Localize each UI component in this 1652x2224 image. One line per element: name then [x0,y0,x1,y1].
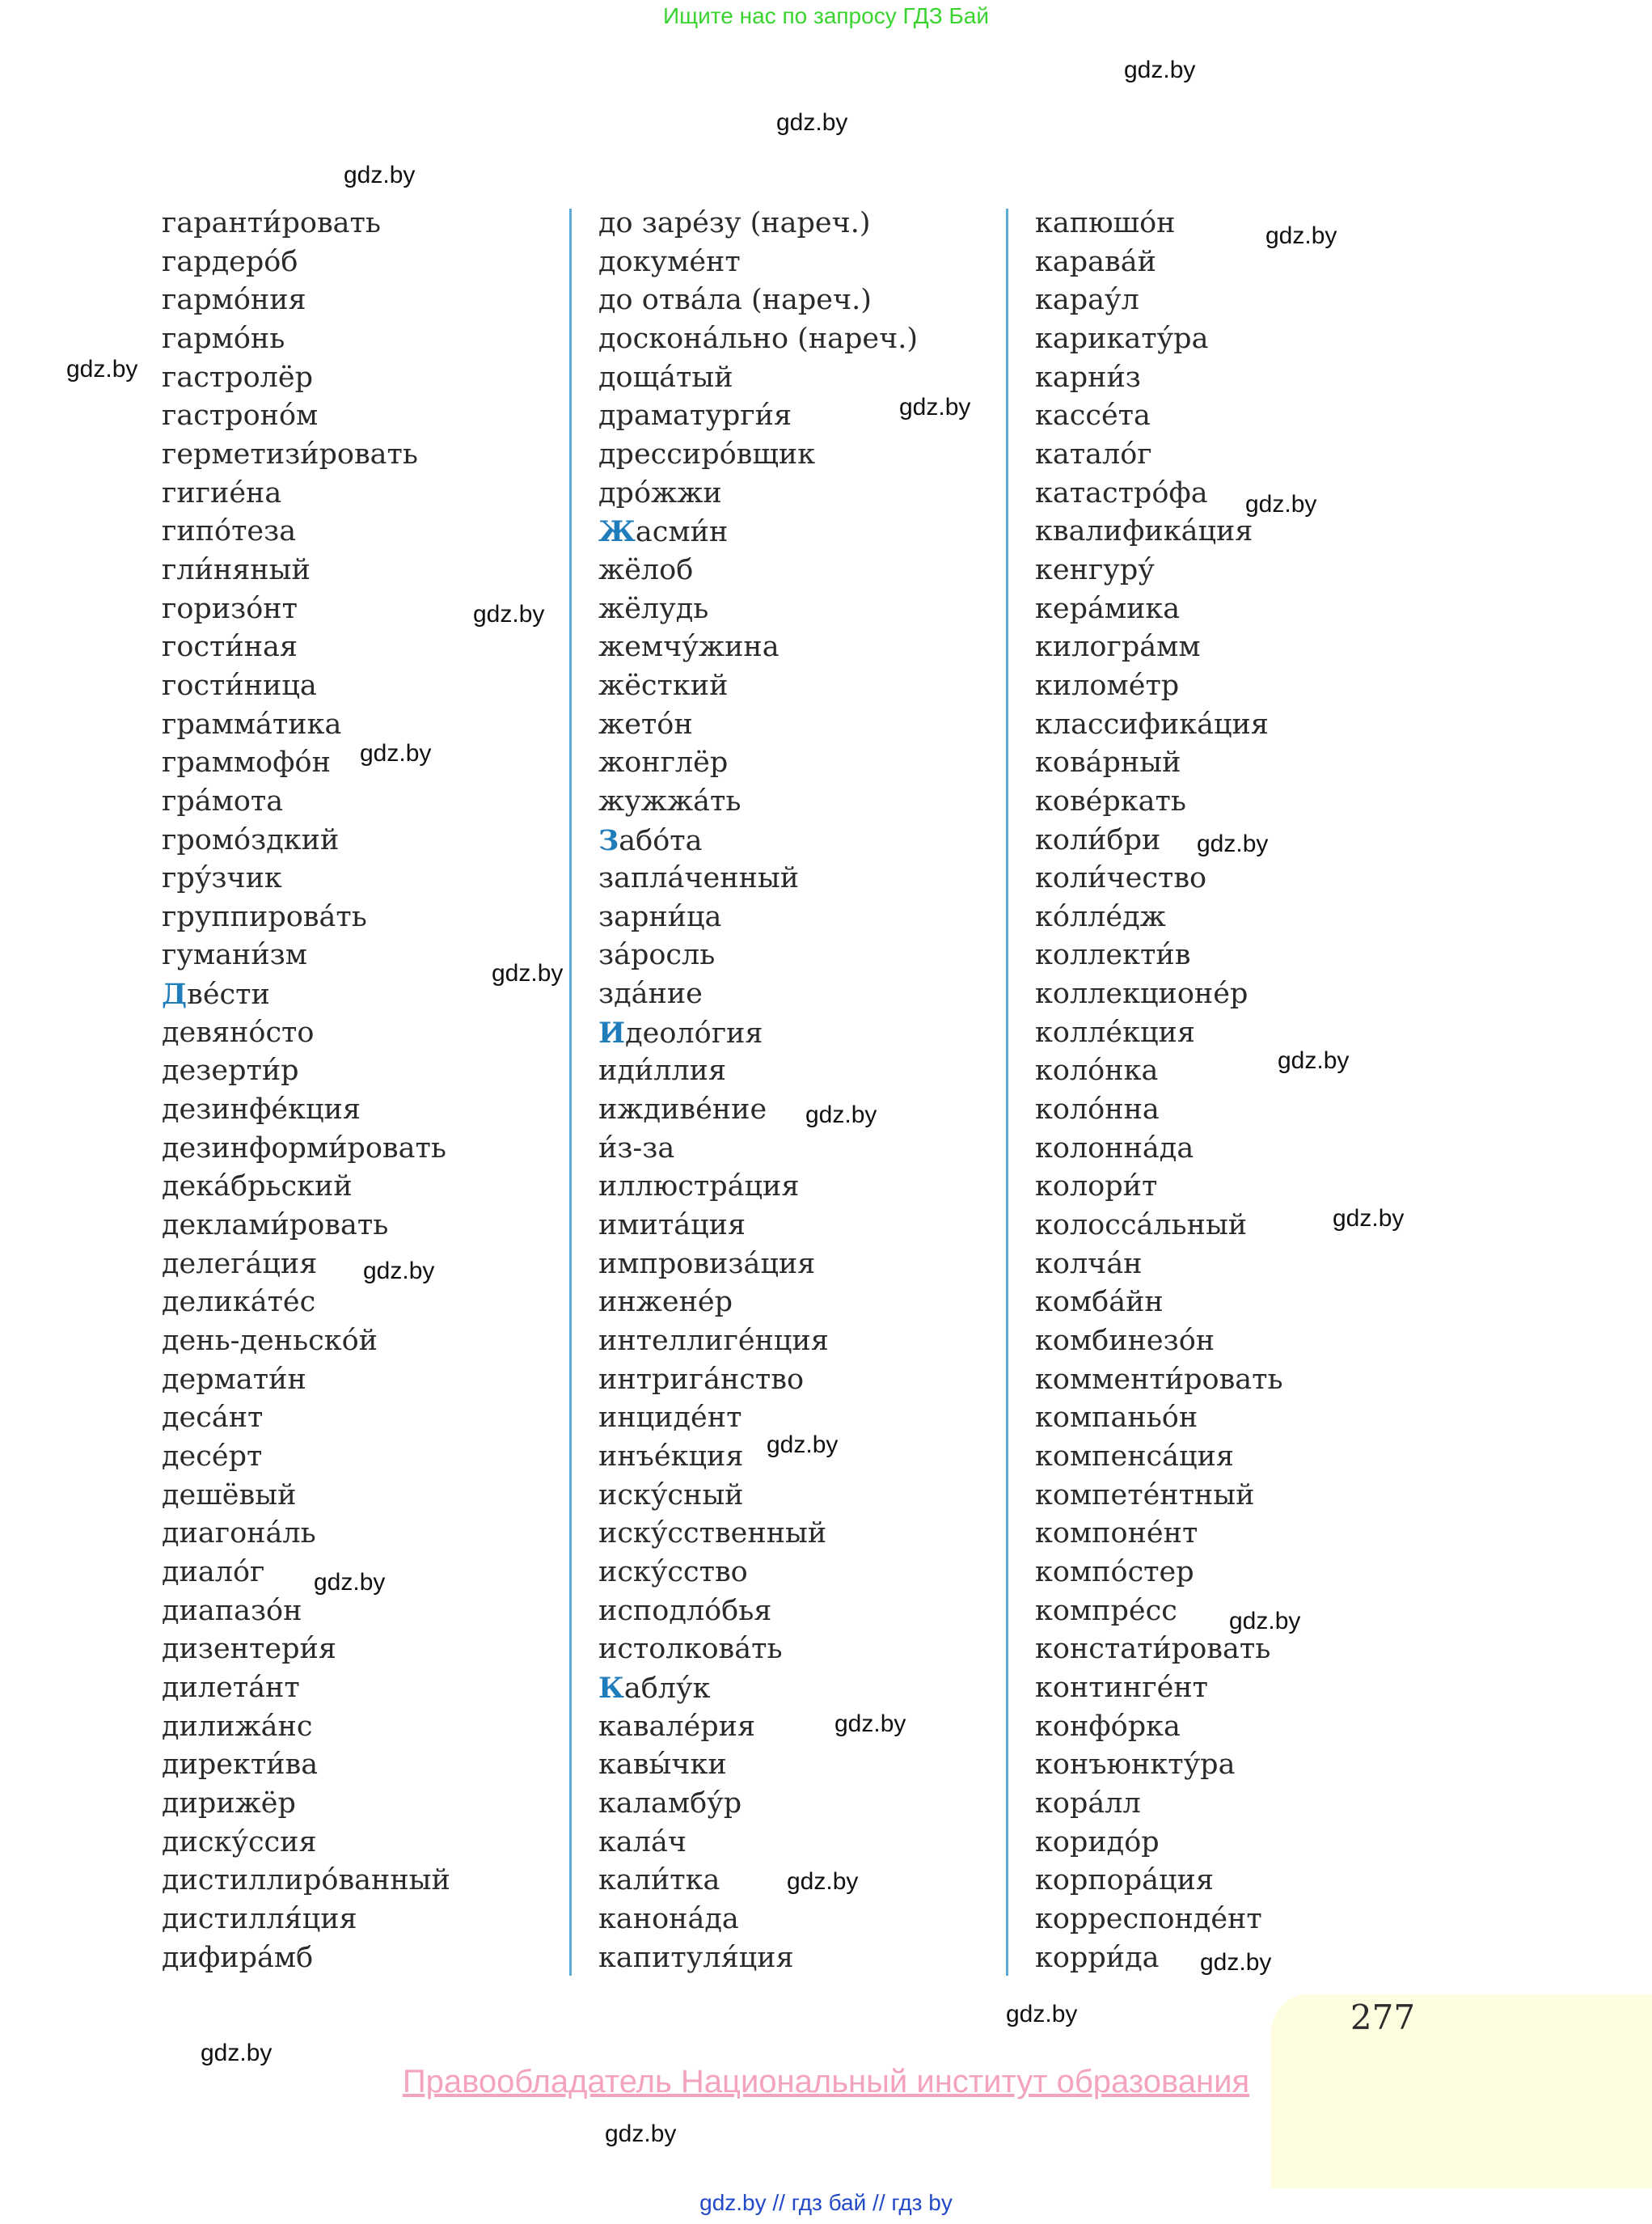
section-letter: З [598,823,619,857]
dictionary-word: диапазо́н [162,1594,302,1627]
dictionary-word: гармо́нь [162,322,285,355]
top-banner: Ищите нас по запросу ГДЗ Бай [662,3,990,28]
dictionary-word: коло́нка [1035,1055,1159,1088]
dictionary-word: конфо́рка [1035,1710,1181,1743]
dictionary-word: запла́ченный [598,862,800,895]
word-column-1 [162,205,450,1976]
dictionary-word: канона́да [598,1902,739,1935]
dictionary-word: жёлудь [598,592,709,625]
dictionary-word: кера́мика [1035,592,1181,625]
dictionary-word: компенса́ция [1035,1440,1234,1473]
dictionary-word: доща́тый [598,361,733,394]
dictionary-word: комбинезо́н [1035,1325,1215,1358]
dictionary-word: кавы́чки [598,1748,727,1782]
column-divider [569,209,572,1976]
dictionary-word: компаньо́н [1035,1402,1198,1435]
watermark: gdz.by [1200,1949,1272,1976]
dictionary-word: группирова́ть [162,900,367,933]
watermark: gdz.by [492,960,564,987]
dictionary-word: диало́г [162,1555,265,1588]
dictionary-word: дилета́нт [162,1671,300,1704]
dictionary-word: жонглёр [598,746,729,780]
dictionary-word: интрига́нство [598,1363,805,1396]
watermark: gdz.by [1197,831,1269,857]
dictionary-word: истолкова́ть [598,1633,783,1666]
dictionary-word: гипо́теза [162,515,297,548]
watermark: gdz.by [805,1101,877,1128]
dictionary-word: карикату́ра [1035,322,1209,355]
watermark: gdz.by [834,1710,906,1737]
dictionary-word: корри́да [1035,1941,1160,1974]
dictionary-word: кора́лл [1035,1786,1141,1820]
dictionary-word: континге́нт [1035,1671,1209,1704]
dictionary-word: коли́бри [1035,823,1161,856]
dictionary-word: кенгуру́ [1035,553,1155,586]
dictionary-word: гли́няный [162,553,311,586]
word-rest: аблу́к [623,1672,711,1705]
dictionary-word: иску́сство [598,1555,748,1588]
dictionary-word: констати́ровать [1035,1633,1271,1666]
dictionary-word: компо́стер [1035,1555,1194,1588]
dictionary-word: колле́кция [1035,1016,1195,1049]
dictionary-word: кала́ч [598,1825,687,1858]
dictionary-word: карава́й [1035,245,1156,278]
section-letter: И [598,1016,626,1050]
dictionary-word: гру́зчик [162,862,282,895]
dictionary-word: до заре́зу (нареч.) [598,207,871,239]
dictionary-word: дро́жжи [598,476,722,509]
dictionary-word: деса́нт [162,1402,264,1435]
dictionary-word [598,1669,918,1708]
dictionary-word: иди́ллия [598,1055,727,1088]
word-column-2 [598,205,918,1976]
dictionary-word: иску́сственный [598,1517,827,1550]
dictionary-word: гардеро́б [162,245,298,278]
dictionary-word: килогра́мм [1035,631,1201,664]
page-number: 277 [1350,1998,1416,2037]
dictionary-word: корпора́ция [1035,1864,1214,1897]
dictionary-word: иску́сный [598,1478,744,1512]
dictionary-word: дифира́мб [162,1941,314,1974]
watermark: gdz.by [1278,1047,1350,1074]
watermark: gdz.by [201,2040,273,2066]
watermark: gdz.by [363,1258,435,1284]
dictionary-word: делика́те́с [162,1286,316,1319]
column-divider [1006,209,1008,1976]
dictionary-word: за́росль [598,939,716,972]
watermark: gdz.by [767,1431,839,1458]
watermark: gdz.by [1006,2001,1078,2027]
dictionary-word: комменти́ровать [1035,1363,1283,1396]
dictionary-word: инъе́кция [598,1440,744,1473]
dictionary-word: гастроно́м [162,400,319,433]
dictionary-word: гости́ная [162,631,298,664]
dictionary-word [162,975,450,1014]
dictionary-word: и́з-за [598,1131,675,1165]
dictionary-word: доскона́льно (нареч.) [598,322,919,355]
dictionary-word: интеллиге́нция [598,1325,829,1358]
dictionary-word: зарни́ца [598,900,722,933]
dictionary-word: дермати́н [162,1363,306,1396]
dictionary-word: компете́нтный [1035,1478,1255,1512]
dictionary-word: катастро́фа [1035,476,1208,509]
dictionary-word: гра́мота [162,784,284,818]
dictionary-word: кавале́рия [598,1710,756,1743]
word-rest: ве́сти [187,979,270,1012]
dictionary-word: дека́брьский [162,1170,353,1203]
dictionary-word [598,822,918,860]
dictionary-word: колори́т [1035,1170,1158,1203]
dictionary-word: конъюнкту́ра [1035,1748,1236,1782]
dictionary-word: дрессиро́вщик [598,438,816,471]
watermark: gdz.by [1333,1205,1405,1232]
section-letter: Ж [598,515,636,549]
dictionary-word: колонна́да [1035,1131,1194,1165]
watermark: gdz.by [314,1569,386,1596]
dictionary-word: диагона́ль [162,1517,316,1550]
dictionary-word: иллюстра́ция [598,1170,800,1203]
dictionary-word: коллекционе́р [1035,978,1249,1011]
dictionary-word: иждиве́ние [598,1093,767,1127]
dictionary-word: колосса́льный [1035,1209,1248,1242]
watermark: gdz.by [1229,1608,1301,1634]
dictionary-word: карни́з [1035,361,1141,394]
dictionary-word: зда́ние [598,978,703,1011]
dictionary-word: граммофо́н [162,746,331,780]
watermark: gdz.by [787,1868,859,1895]
watermark: gdz.by [776,109,848,136]
dictionary-word: гастролёр [162,361,313,394]
dictionary-word: комба́йн [1035,1286,1164,1319]
dictionary-word: день-деньско́й [162,1325,378,1358]
dictionary-word: гармо́ния [162,284,306,317]
dictionary-word: девяно́сто [162,1016,315,1049]
watermark: gdz.by [360,740,432,767]
dictionary-word: жёсткий [598,669,729,702]
dictionary-word [598,513,918,552]
dictionary-word: гаранти́ровать [162,207,381,239]
watermark: gdz.by [605,2120,677,2147]
dictionary-word: коридо́р [1035,1825,1160,1858]
dictionary-word: имита́ция [598,1209,746,1242]
dictionary-word: каламбу́р [598,1786,742,1820]
dictionary-word: кассе́та [1035,400,1151,433]
dictionary-word: кали́тка [598,1864,720,1897]
dictionary-word: дилижа́нс [162,1710,313,1743]
word-rest: деоло́гия [625,1017,763,1050]
dictionary-word: до отва́ла (нареч.) [598,284,872,317]
dictionary-word: исподло́бья [598,1594,772,1627]
dictionary-word: квалифика́ция [1035,515,1253,548]
dictionary-word: дезинформи́ровать [162,1131,446,1165]
dictionary-word: гумани́зм [162,939,307,972]
dictionary-word: диску́ссия [162,1825,317,1858]
dictionary-word: жужжа́ть [598,784,741,818]
dictionary-word: гигие́на [162,476,282,509]
dictionary-word: инциде́нт [598,1402,742,1435]
dictionary-word: дирижёр [162,1786,296,1820]
dictionary-word: коллекти́в [1035,939,1191,972]
word-column-3 [1035,205,1283,1976]
footer-links[interactable]: gdz.by // гдз бай // гдз by [699,2190,953,2215]
dictionary-word: десе́рт [162,1440,263,1473]
dictionary-word: дезинфе́кция [162,1093,361,1127]
dictionary-word: корреспонде́нт [1035,1902,1262,1935]
dictionary-word: колча́н [1035,1247,1143,1280]
watermark: gdz.by [66,356,138,383]
dictionary-word: классифика́ция [1035,708,1269,741]
dictionary-word: коли́чество [1035,862,1207,895]
watermark: gdz.by [899,394,971,421]
watermark: gdz.by [344,162,416,188]
dictionary-word: ко́лле́дж [1035,900,1166,933]
dictionary-word: грамма́тика [162,708,342,741]
dictionary-word: катало́г [1035,438,1152,471]
dictionary-word: дешёвый [162,1478,297,1512]
word-rest: або́та [619,824,703,857]
dictionary-word: герметизи́ровать [162,438,418,471]
dictionary-word: жемчу́жина [598,631,780,664]
section-letter: Д [162,978,188,1012]
dictionary-word: коло́нна [1035,1093,1160,1127]
dictionary-word: жёлоб [598,553,694,586]
dictionary-word: драматурги́я [598,400,792,433]
watermark: gdz.by [1245,491,1317,518]
dictionary-word: кове́ркать [1035,784,1186,818]
dictionary-word: капитуля́ция [598,1941,794,1974]
dictionary-word: гости́ница [162,669,317,702]
dictionary-word: дизентери́я [162,1633,336,1666]
section-letter: К [598,1671,624,1705]
dictionary-word: киломе́тр [1035,669,1180,702]
dictionary-word: компоне́нт [1035,1517,1198,1550]
dictionary-word: инжене́р [598,1286,733,1319]
dictionary-word: жето́н [598,708,693,741]
watermark: gdz.by [1265,222,1337,249]
dictionary-word: деклами́ровать [162,1209,389,1242]
dictionary-word: компре́сс [1035,1594,1177,1627]
dictionary-word: докуме́нт [598,245,741,278]
dictionary-word: капюшо́н [1035,207,1176,239]
watermark: gdz.by [473,601,545,628]
word-rest: асми́н [635,516,729,549]
dictionary-word [598,1014,918,1053]
dictionary-word: громо́здкий [162,823,340,856]
dictionary-word: горизо́нт [162,592,298,625]
watermark: gdz.by [1124,57,1196,83]
dictionary-word: директи́ва [162,1748,319,1782]
dictionary-word: дезерти́р [162,1055,299,1088]
dictionary-word: дистилля́ция [162,1902,357,1935]
dictionary-word: делега́ция [162,1247,318,1280]
dictionary-word: дистиллиро́ванный [162,1864,450,1897]
dictionary-word: кова́рный [1035,746,1181,780]
dictionary-word: карау́л [1035,284,1139,317]
dictionary-word: импровиза́ция [598,1247,816,1280]
copyright-link[interactable]: Правообладатель Национальный институт образования [402,2064,1250,2099]
